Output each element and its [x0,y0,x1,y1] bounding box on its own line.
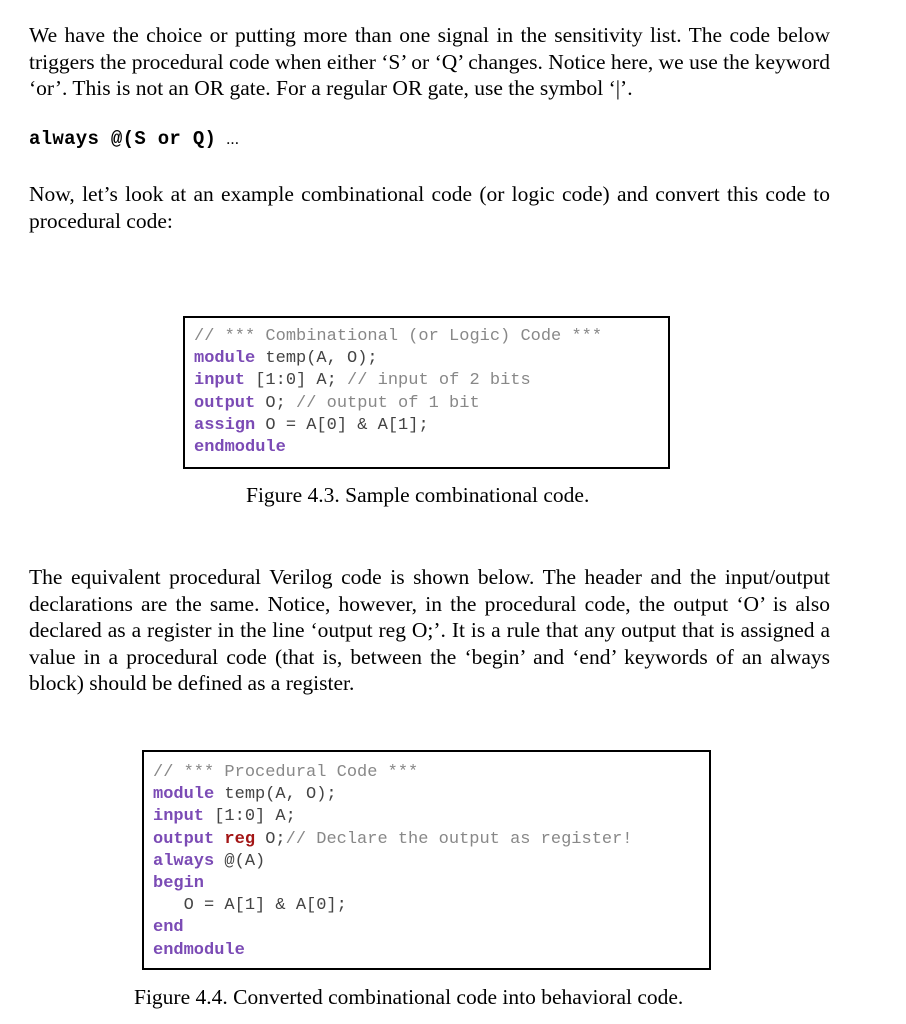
code-text: O = A[1] & A[0]; [153,896,347,916]
code-line [153,917,709,939]
code-line [153,829,709,851]
code-keyword: endmodule [153,940,245,960]
code-keyword: always [153,851,215,871]
code-keyword: module [194,349,256,369]
figure-caption-4-4: Figure 4.4. Converted combinational code into behavioral code. [134,985,684,1009]
code-keyword: assign [194,415,256,435]
code-keyword-reg: reg [214,829,256,849]
paragraph-sensitivity-list: We have the choice or putting more than one signal in the sensitivity list. The code below triggers the procedural code when either ‘S’ or ‘Q’ changes. Notice here, we use the keyword ‘or’. This is not an OR gate. For a regular OR gate, use the symbol ‘|’. [29,23,830,101]
code-keyword: output [194,393,256,413]
code-keyword: end [153,918,184,938]
code-line [194,370,668,392]
code-text: O; [255,829,286,849]
code-line [153,762,709,784]
code-comment: // input of 2 bits [347,371,531,391]
inline-code-always [29,128,239,150]
code-line [153,851,709,873]
code-comment: // *** Combinational (or Logic) Code *** [194,327,603,346]
code-line [153,940,709,962]
code-line [194,393,668,415]
code-text: [1:0] A; [245,371,348,391]
code-comment: // *** Procedural Code *** [153,763,419,782]
code-comment: // output of 1 bit [296,393,480,413]
code-text: temp(A, O); [255,349,378,369]
code-line [153,895,709,917]
code-block-procedural [142,750,711,970]
code-line [194,437,668,459]
code-keyword: module [153,785,215,805]
paragraph-procedural-explanation: The equivalent procedural Verilog code is shown below. The header and the input/output declarations are the same. Notice, however, in the procedural code, the output ‘O’ is also declared as a register in the line ‘output reg O;’. It is a rule that any output that is assigned a value in a procedural code (that is, between the ‘begin’ and ‘end’ keywords of an always block) should be defined as a register. [29,565,830,696]
code-block-combinational [183,316,670,469]
inline-code-text: always @(S or Q) [29,128,217,150]
code-line [194,326,668,348]
paragraph-combinational-intro: Now, let’s look at an example combinational code (or logic code) and convert this code to procedural code: [29,182,830,233]
code-line [153,784,709,806]
code-line [194,348,668,370]
code-text: @(A) [214,851,266,871]
code-line [153,806,709,828]
code-text: O; [255,393,297,413]
code-keyword: input [153,807,205,827]
inline-code-ellipsis: ... [226,131,240,148]
figure-caption-4-3: Figure 4.3. Sample combinational code. [246,483,590,507]
code-line [153,873,709,895]
code-keyword: begin [153,873,205,893]
code-keyword: endmodule [194,437,286,457]
code-keyword: output [153,829,215,849]
code-text: O = A[0] & A[1]; [255,415,429,435]
code-line [194,415,668,437]
code-text: temp(A, O); [214,785,337,805]
code-comment: // Declare the output as register! [285,829,633,849]
code-text: [1:0] A; [204,807,296,827]
code-keyword: input [194,371,246,391]
